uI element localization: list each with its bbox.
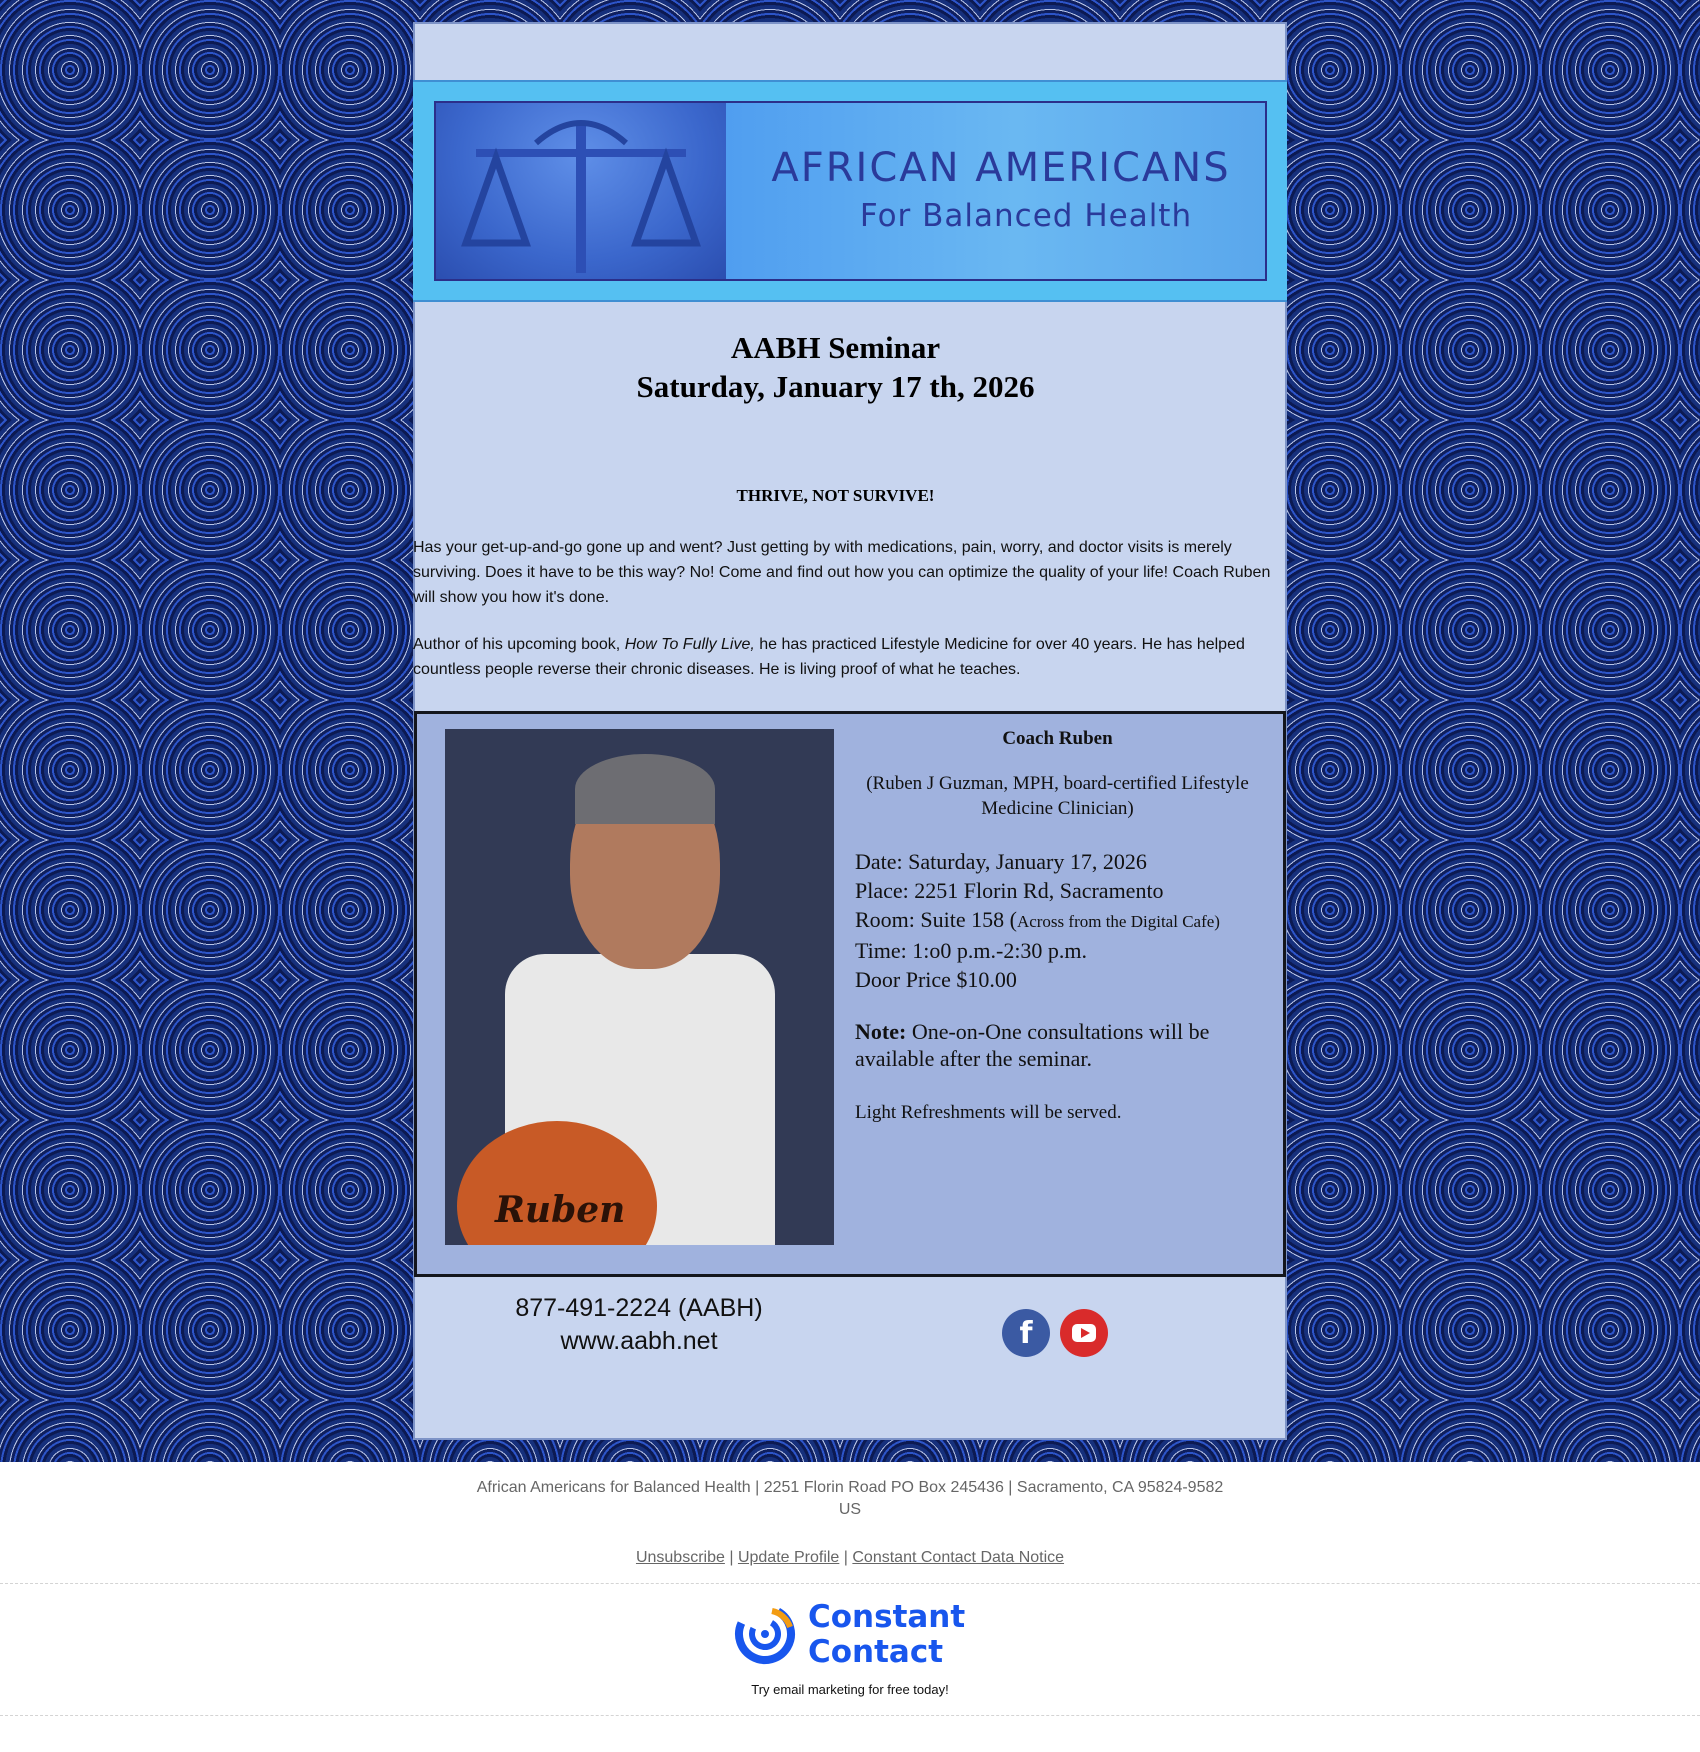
note-text: One-on-One consultations will be available after the seminar.: [855, 1019, 1210, 1071]
footer-address: [413, 1477, 1287, 1521]
paragraph-2-end: he has practiced Lifestyle Medicine for over 40 years. He has helped countless people reverse their chronic diseases. He is living proof of what he teaches.: [413, 636, 1245, 678]
website-link[interactable]: www.aabh.net: [560, 1327, 718, 1355]
constant-contact-logo-icon[interactable]: [734, 1603, 796, 1665]
link-separator: |: [724, 1549, 738, 1566]
note-label: Note:: [855, 1019, 907, 1044]
event-room: [855, 905, 1260, 936]
facebook-glyph: f: [1019, 1315, 1033, 1351]
data-notice-link[interactable]: Constant Contact Data Notice: [852, 1549, 1065, 1566]
coach-hair: [575, 754, 715, 824]
youtube-play-icon: [1072, 1324, 1096, 1342]
intro-paragraph-1: Has your get-up-and-go gone up and went? Just getting by with medications, pain, worry, and doctor visits is merely surviving. Does it have to be this way? No! Come and find out how you can optimize the quality of your life! Coach Ruben will show you how it's done.: [413, 539, 1271, 606]
link-separator: |: [839, 1549, 853, 1566]
scales-emblem-icon: [436, 103, 726, 279]
book-title: How To Fully Live,: [624, 636, 755, 653]
footer-divider: [0, 1583, 1700, 1584]
event-place: Place: 2251 Florin Rd, Sacramento: [855, 878, 1164, 903]
event-room-note: Across from the Digital Cafe): [1016, 912, 1220, 931]
update-profile-link[interactable]: Update Profile: [737, 1549, 840, 1566]
event-date: Date: Saturday, January 17, 2026: [855, 849, 1147, 874]
coach-credentials: (Ruben J Guzman, MPH, board-certified Lifestyle Medicine Clinician): [866, 773, 1249, 819]
cc-tagline[interactable]: Try email marketing for free today!: [751, 1682, 949, 1697]
coach-info: [855, 726, 1260, 1124]
banner-subtitle: For Balanced Health: [859, 198, 1193, 234]
event-details: [855, 847, 1260, 994]
intro-heading: THRIVE, NOT SURVIVE!: [736, 486, 935, 505]
contact-block: [413, 1292, 865, 1358]
event-price: Door Price $10.00: [855, 967, 1017, 992]
constant-contact-wordmark[interactable]: [808, 1600, 965, 1670]
refreshments-note: Light Refreshments will be served.: [855, 1102, 1122, 1123]
header-banner: [434, 101, 1267, 281]
event-room-label: Room: Suite 158 (: [855, 907, 1017, 932]
seminar-title-line1: AABH Seminar: [730, 330, 941, 365]
intro-paragraph-2: [413, 632, 1278, 682]
unsubscribe-link[interactable]: Unsubscribe: [635, 1549, 725, 1566]
footer-links: [413, 1549, 1287, 1567]
paragraph-2-start: Author of his upcoming book,: [413, 636, 625, 653]
cc-word-2: Contact: [808, 1634, 944, 1670]
youtube-icon[interactable]: [1060, 1309, 1108, 1357]
basketball-label: Ruben: [495, 1189, 626, 1231]
coach-name: Coach Ruben: [1002, 728, 1113, 749]
footer-address-line2: US: [838, 1501, 862, 1518]
coach-photo: [445, 729, 834, 1245]
seminar-title: [413, 328, 1258, 406]
cc-word-1: Constant: [808, 1599, 966, 1635]
banner-title: AFRICAN AMERICANS: [771, 145, 1231, 191]
footer-address-line1: African Americans for Balanced Health | 2251 Florin Road PO Box 245436 | Sacramento, CA 95824-9582: [476, 1479, 1224, 1496]
phone-number[interactable]: 877-491-2224 (AABH): [515, 1294, 763, 1322]
footer-divider-bottom: [0, 1715, 1700, 1716]
seminar-date: Saturday, January 17 th, 2026: [636, 369, 1035, 404]
facebook-icon[interactable]: [1002, 1309, 1050, 1357]
consultation-note: [855, 1018, 1260, 1072]
event-time: Time: 1:o0 p.m.-2:30 p.m.: [855, 938, 1088, 963]
